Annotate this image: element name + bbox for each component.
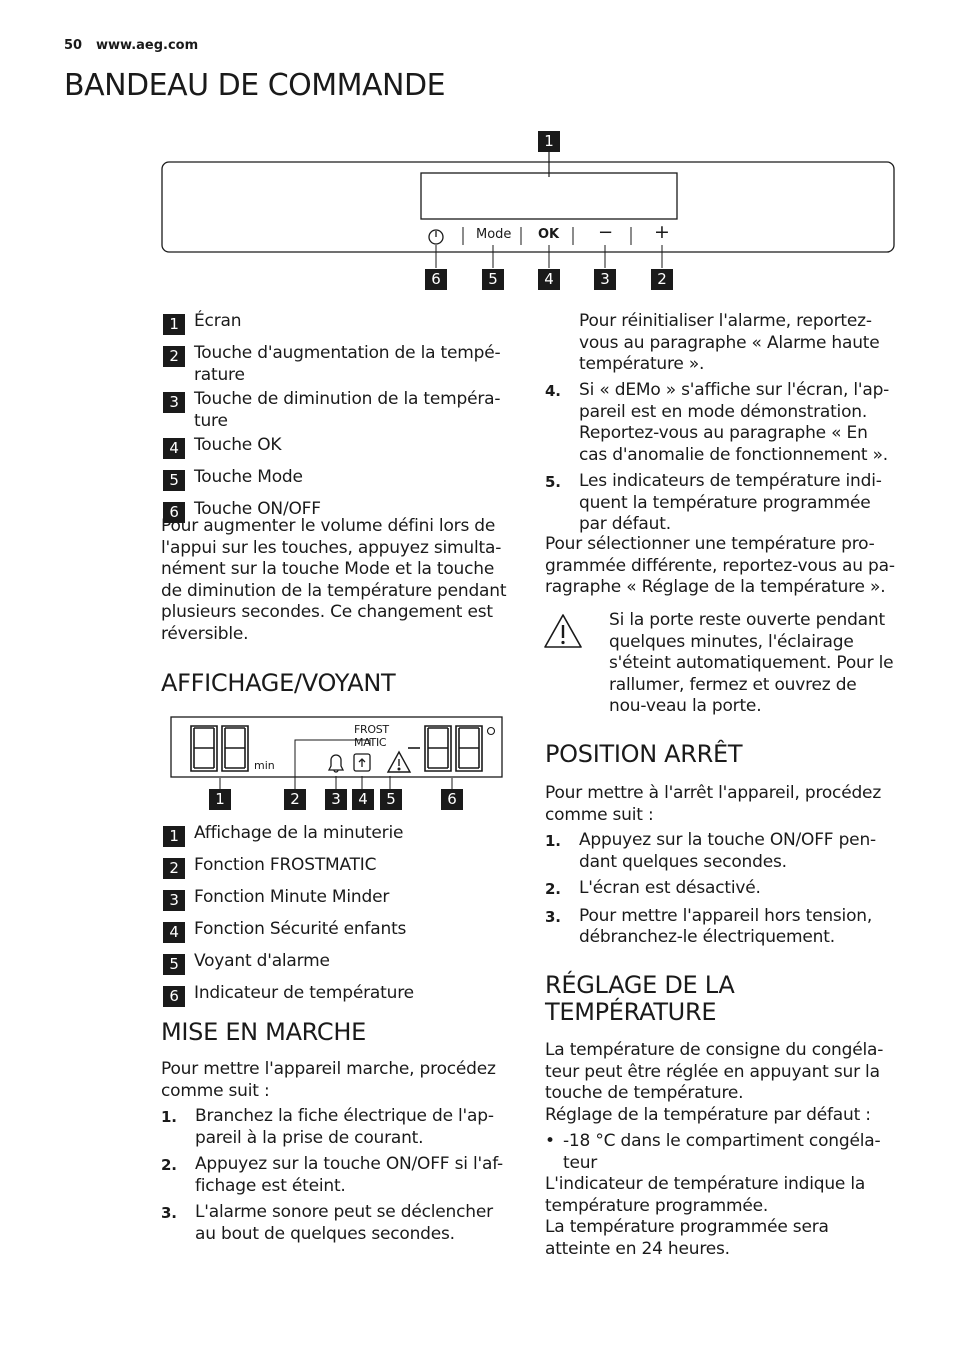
page-number: 50 [64,38,83,53]
legend-item: 1 Écran [163,311,513,335]
site-url: www.aeg.com [96,38,199,53]
callout-5: 5 [482,269,504,290]
callout-3: 3 [594,269,616,290]
reglage-bullet: • -18 °C dans le compartiment congéla-teur [545,1131,881,1173]
reglage-p1: La température de consigne du congéla-teur peut être réglée en appuyant sur la touche de température. [545,1040,884,1103]
marche-steps-continued [545,380,891,536]
list-item: 5. Les indicateurs de température indi-quent la température programmée par défaut. [545,471,882,534]
volume-paragraph: Pour augmenter le volume défini lors de l'appui sur les touches, appuyez simulta-nément sur la touche Mode et la touche de diminution de la température pendant plusieurs secondes. Ce changement est réversible. [161,516,507,644]
legend-item: 4 Touche OK [163,435,513,459]
temperature-digits [408,726,495,771]
callout-2: 2 [651,269,673,290]
reglage-p2: Réglage de la température par défaut : [545,1104,871,1125]
callout-3: 3 [325,789,347,810]
reglage-content [545,1040,897,1260]
control-panel-diagram [160,128,896,293]
warning-text: Si la porte reste ouverte pendant quelques minutes, l'éclairage s'éteint automatiquement. Pour le rallumer, fermez et ouvrez de nou-veau la porte. [609,610,894,716]
arret-steps [545,830,891,949]
page-title: BANDEAU DE COMMANDE [64,68,446,103]
frostmatic-label-line1: FROST [354,723,389,736]
step3-continuation: Pour réinitialiser l'alarme, reportez-vous au paragraphe « Alarme haute température ». [579,311,880,374]
legend-item: 6 Touche ON/OFF [163,499,513,523]
reglage-p3: L'indicateur de température indique la température programmée. [545,1174,866,1216]
section-title-reglage-line2: TEMPÉRATURE [545,998,717,1026]
timer-digits [191,726,248,771]
reglage-p4: La température programmée sera atteinte en 24 heures. [545,1217,829,1259]
marche-intro: Pour mettre l'appareil marche, procédez comme suit : [161,1059,496,1101]
section-title-affichage: AFFICHAGE/VOYANT [161,669,396,697]
callout-4: 4 [352,789,374,810]
callout-5: 5 [380,789,402,810]
bullet-dot: • [545,1131,555,1151]
legend-item: 1 Affichage de la minuterie [163,823,513,847]
list-item: 1. Appuyez sur la touche ON/OFF pen-dant quelques secondes. [545,830,876,872]
list-item: 4. Si « dEMo » s'affiche sur l'écran, l'ap-pareil est en mode démonstration. Reportez-vous au paragraphe « En cas d'anomalie de fonctionnement ». [545,380,890,465]
list-item: 2. L'écran est désactivé. [545,878,761,898]
list-item: 3. L'alarme sonore peut se déclencher au bout de quelques secondes. [161,1202,493,1244]
warning-icon [543,612,583,650]
mode-button[interactable]: Mode [476,227,512,242]
callout-6: 6 [441,789,463,810]
section-title-mise-en-marche: MISE EN MARCHE [161,1018,366,1046]
arret-intro: Pour mettre à l'arrêt l'appareil, procédez comme suit : [545,783,882,825]
min-label: min [254,759,275,772]
ok-button[interactable]: OK [538,227,560,242]
bell-icon [329,755,343,772]
callout-6: 6 [425,269,447,290]
list-item: 2. Appuyez sur la touche ON/OFF si l'af-fichage est éteint. [161,1154,503,1196]
temperature-selection-paragraph: Pour sélectionner une température pro-grammée différente, reportez-vous au pa-ragraphe « Réglage de la température ». [545,534,895,597]
legend-item: 4 Fonction Sécurité enfants [163,919,513,943]
section-title-position-arret: POSITION ARRÊT [545,740,743,768]
callout-4: 4 [538,269,560,290]
list-item: 1. Branchez la fiche électrique de l'ap-pareil à la prise de courant. [161,1106,494,1148]
display-diagram [170,716,504,812]
frostmatic-label-line2: MATIC [354,736,387,749]
callout-1: 1 [209,789,231,810]
legend-item: 2 Touche d'augmentation de la tempé- rature [163,343,513,386]
legend-item: 3 Touche de diminution de la tempéra- ture [163,389,513,432]
legend-item: 2 Fonction FROSTMATIC [163,855,513,879]
callout-2: 2 [284,789,306,810]
child-lock-icon [354,754,370,771]
legend-display [163,823,513,1007]
legend-item: 5 Touche Mode [163,467,513,491]
list-item: 3. Pour mettre l'appareil hors tension, débranchez-le électriquement. [545,905,873,947]
legend-item: 6 Indicateur de température [163,983,513,1007]
legend-item: 5 Voyant d'alarme [163,951,513,975]
callout-1: 1 [538,131,560,152]
section-title-reglage [545,972,734,1026]
section-title-reglage-line1: RÉGLAGE DE LA [545,971,735,999]
power-icon[interactable] [429,230,443,244]
alarm-warning-icon [388,752,410,772]
marche-steps [161,1106,513,1245]
legend-item: 3 Fonction Minute Minder [163,887,513,911]
minus-button[interactable]: − [598,222,614,243]
plus-button[interactable]: + [654,221,670,243]
legend-control-panel [163,311,513,523]
